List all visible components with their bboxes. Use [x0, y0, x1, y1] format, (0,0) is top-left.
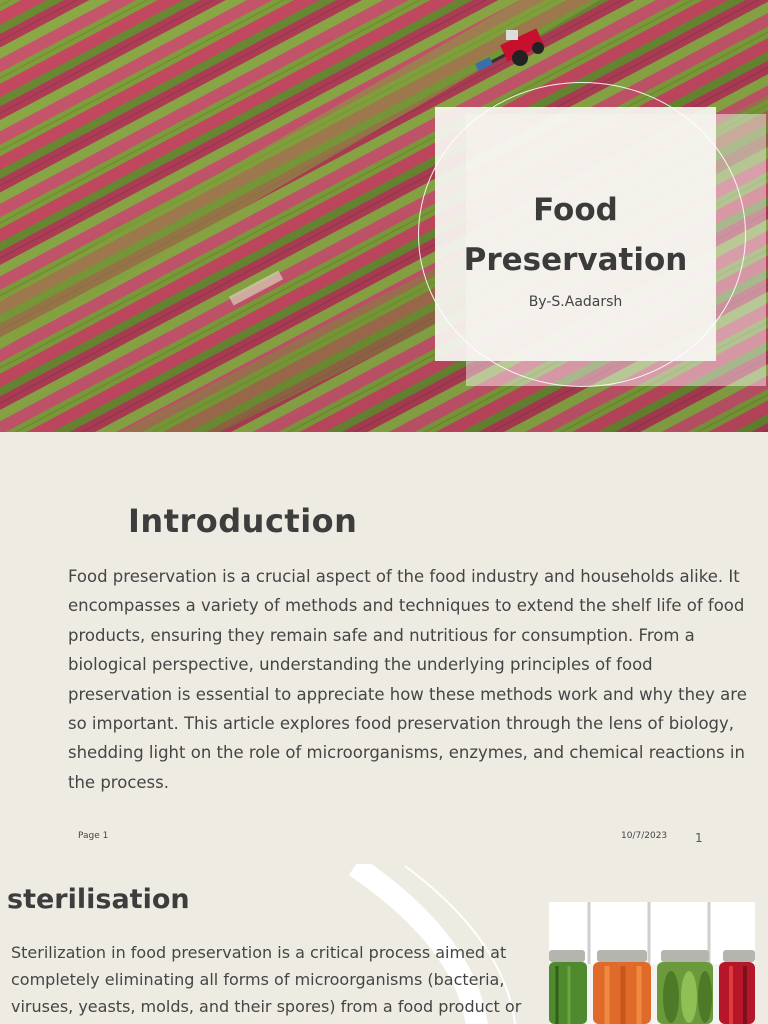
jar-red-peppers [719, 950, 755, 1024]
sterilisation-slide [0, 864, 768, 1024]
footer-page-label: Page 1 [78, 831, 109, 841]
jar-carrots [593, 950, 651, 1024]
presentation-title: Food Preservation [463, 192, 688, 278]
presentation-author: By-S.Aadarsh [528, 294, 623, 310]
preserved-jars-photo [549, 902, 755, 1024]
title-card [435, 107, 716, 361]
jar-cucumbers [657, 950, 713, 1024]
title-slide [0, 0, 768, 432]
sterilisation-body: Sterilization in food preservation is a critical process aimed at completely eliminating all forms of microorganisms (bacteria, viruses, yeasts, molds, and their spores) from a food product or [11, 943, 522, 1016]
introduction-slide [0, 432, 768, 862]
introduction-body: Food preservation is a crucial aspect of the food industry and households alike. It encompasses a variety of methods and techniques to extend the shelf life of food products, ensuring they remain safe and nutritious for consumption. From a biological perspective, understanding the underlying principles of food preservation is essential to appreciate how these methods work and why they are so important. This article explores food preservation through the lens of biology, shedding light on the role of microorganisms, enzymes, and chemical reactions in the process. [68, 567, 747, 792]
footer-slide-number: 1 [695, 831, 703, 845]
introduction-heading: Introduction [128, 502, 358, 540]
footer-date: 10/7/2023 [621, 831, 668, 841]
sterilisation-heading: sterilisation [7, 884, 190, 915]
jar-green-beans [549, 950, 587, 1024]
